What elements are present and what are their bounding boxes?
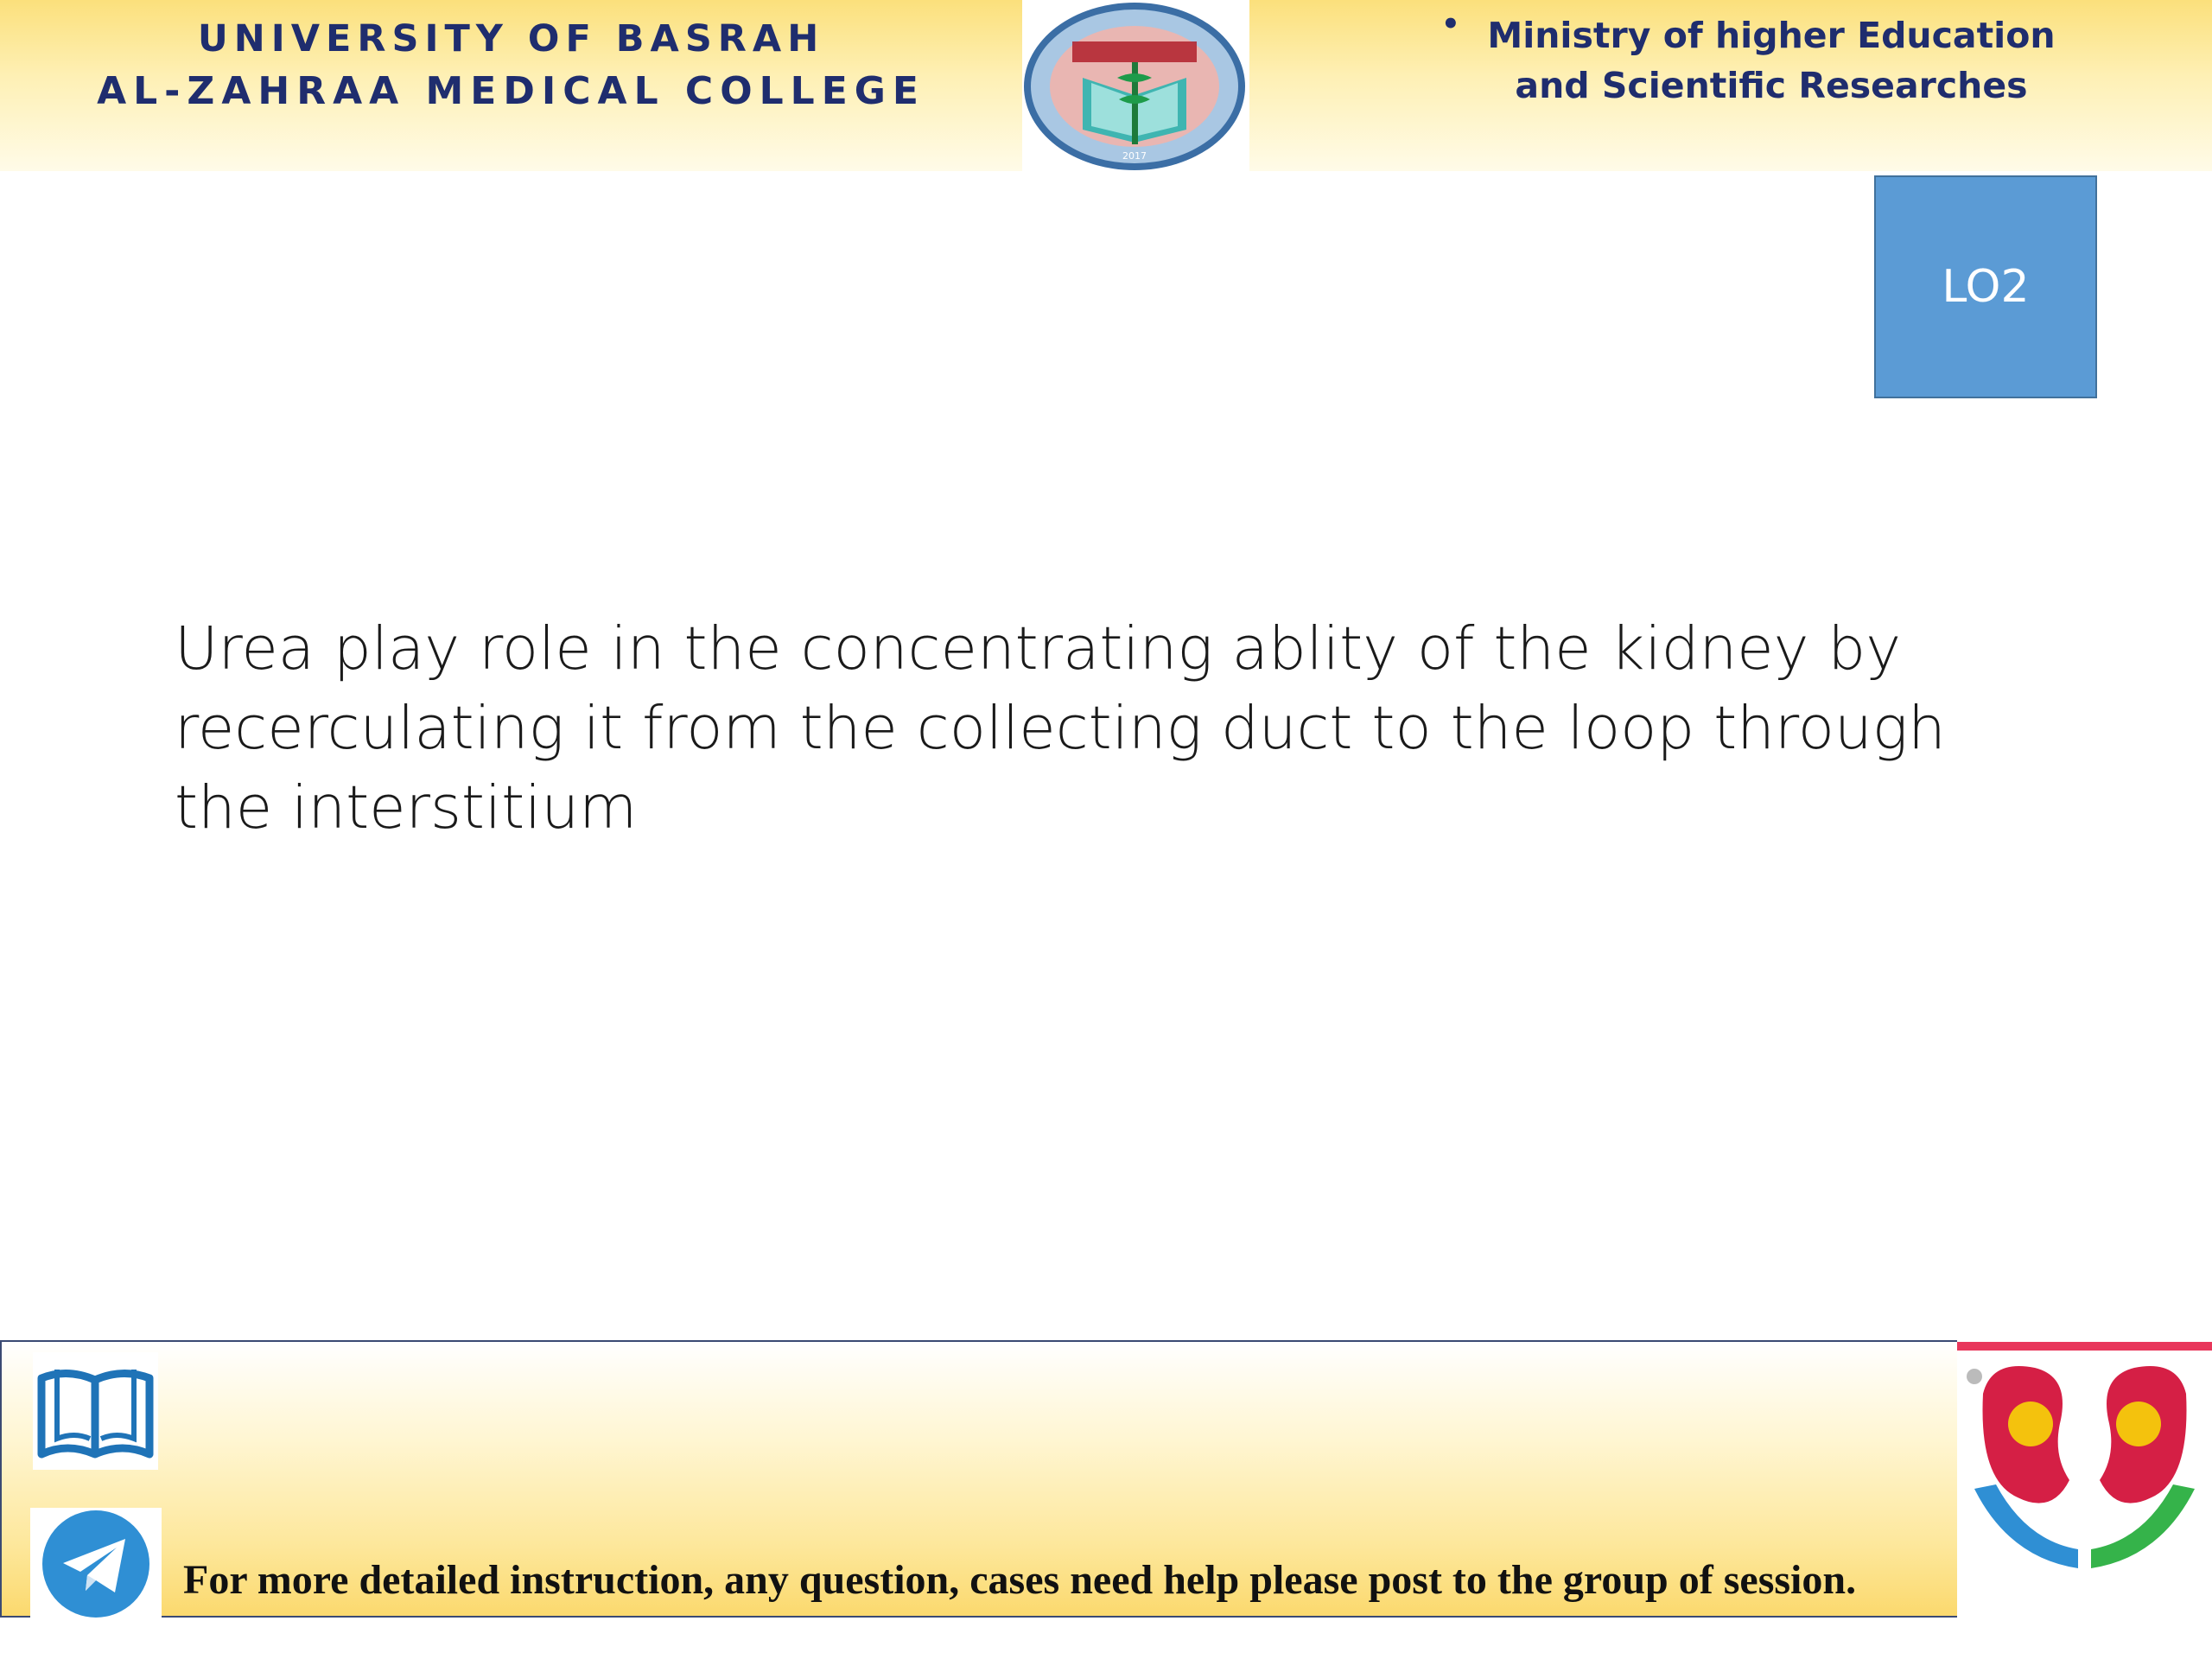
telegram-link[interactable] [30,1508,162,1620]
university-name: UNIVERSITY OF BASRAH [197,17,825,60]
learning-objective-badge [1874,175,2097,398]
book-link[interactable] [33,1352,158,1470]
badge-label: LO2 [1942,261,2030,313]
slide-body-text [175,609,2024,848]
body-line-2: recerculating it from the collecting duct to the loop through [175,694,1946,763]
kidney-logo [1957,1342,2212,1577]
footer-instruction: For more detailed instruction, any question, cases need help please post to the group of session. [183,1557,1857,1603]
bullet-icon: • [1441,7,1460,41]
ministry-name [1469,10,2074,111]
college-name: AL-ZAHRAA MEDICAL COLLEGE [97,69,925,113]
ministry-line-1: Ministry of higher Education [1487,15,2056,56]
college-seal-icon [1022,0,1249,171]
college-logo [1022,0,1249,171]
ministry-line-2: and Scientific Researches [1515,65,2028,106]
logo-year: 2017 [1122,150,1147,162]
telegram-icon [30,1508,162,1620]
open-book-icon [33,1352,158,1470]
body-line-1: Urea play role in the concentrating ablity of the kidney by [175,614,1902,683]
header-left-band [0,0,1022,171]
kidney-hands-icon [1957,1342,2212,1577]
body-line-3: the interstitium [175,773,638,842]
